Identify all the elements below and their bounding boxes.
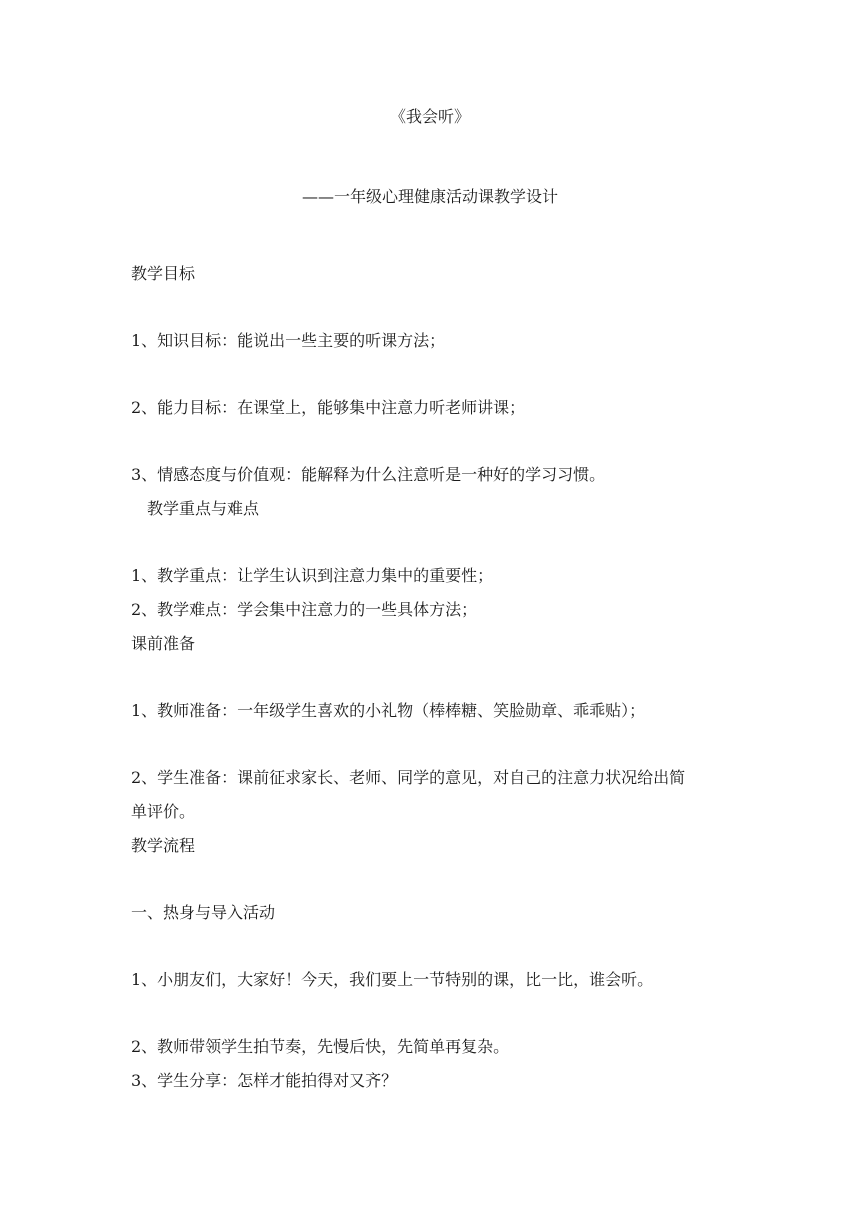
document-title: 《我会听》 <box>389 107 470 126</box>
section-heading-process: 教学流程 <box>131 836 196 855</box>
preparation-item: 1、教师准备：一年级学生喜欢的小礼物（棒棒糖、笑脸勋章、乖乖贴）； <box>131 701 646 720</box>
objective-item: 2、能力目标：在课堂上，能够集中注意力听老师讲课； <box>131 398 526 417</box>
objective-item: 1、知识目标：能说出一些主要的听课方法； <box>131 331 446 350</box>
section-heading-objectives: 教学目标 <box>131 264 196 283</box>
objective-item: 3、情感态度与价值观：能解释为什么注意听是一种好的学习习惯。 <box>131 465 606 484</box>
process-item: 2、教师带领学生拍节奏，先慢后快，先简单再复杂。 <box>131 1037 510 1056</box>
key-point-item: 1、教学重点：让学生认识到注意力集中的重要性； <box>131 566 494 585</box>
process-item: 3、学生分享：怎样才能拍得对又齐？ <box>131 1071 398 1090</box>
section-heading-key-points: 教学重点与难点 <box>147 499 260 518</box>
section-heading-preparation: 课前准备 <box>131 634 196 653</box>
preparation-item: 2、学生准备：课前征求家长、老师、同学的意见，对自己的注意力状况给出简 <box>131 768 686 787</box>
process-item: 1、小朋友们，大家好！今天，我们要上一节特别的课，比一比，谁会听。 <box>131 970 654 989</box>
preparation-item-continued: 单评价。 <box>131 802 196 821</box>
process-subheading: 一、热身与导入活动 <box>131 903 276 922</box>
document-subtitle: ——一年级心理健康活动课教学设计 <box>301 187 558 206</box>
key-point-item: 2、教学难点：学会集中注意力的一些具体方法； <box>131 600 478 619</box>
